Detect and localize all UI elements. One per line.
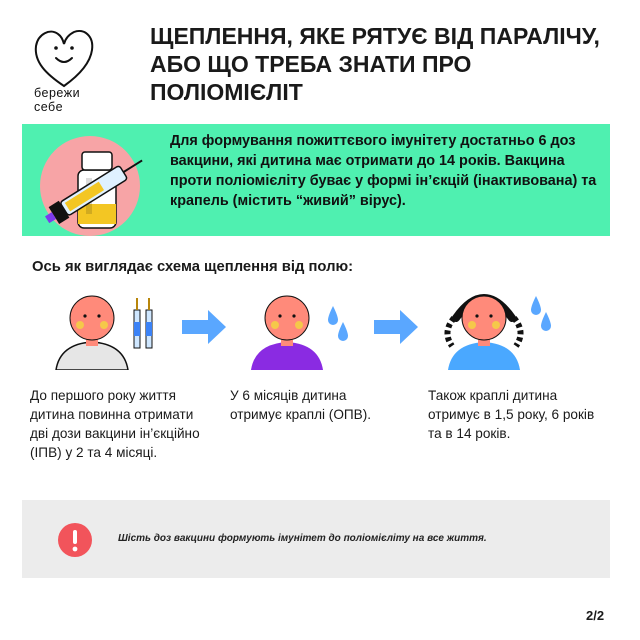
schedule-heading: Ось як виглядає схема щеплення від полю: (32, 259, 354, 275)
arrow-right-icon (372, 308, 420, 346)
note-text: Шість доз вакцини формують імунітет до поліомієліту на все життя. (118, 533, 487, 544)
child-drops-illustration-icon (245, 288, 355, 370)
logo-line2: себе (34, 100, 64, 114)
girl-drops-illustration-icon (432, 282, 562, 370)
step-2-text: У 6 місяців дитина отримує краплі (ОПВ). (230, 388, 372, 422)
exclamation-icon (57, 522, 93, 558)
child-injection-illustration-icon (50, 288, 160, 370)
page-indicator: 2/2 (586, 608, 605, 623)
page-title: ЩЕПЛЕННЯ, ЯКЕ РЯТУЄ ВІД ПАРАЛІЧУ, АБО ЩО ТРЕБА ЗНАТИ ПРО ПОЛІОМІЄЛІТ (150, 23, 600, 105)
arrow-right-icon (180, 308, 228, 346)
step-1-text: До першого року життя дитина повинна отримати дві дози вакцини ін’єкційно (ІПВ) у 2 та 4 місяці. (30, 388, 200, 460)
logo-line1: бережи (34, 86, 81, 100)
syringe-vial-illustration-icon (28, 128, 158, 238)
banner-text: Для формування пожиттєвого імунітету достатньо 6 доз вакцини, які дитина має отримати до 14 років. Вакцина проти поліомієліту буває у формі ін’єкцій (інактивована) та крапель (містить “живий” вірус). (170, 133, 597, 209)
logo-text (34, 86, 104, 114)
step-3-text: Також краплі дитина отримує в 1,5 року, 6 років та в 14 років. (428, 388, 595, 441)
